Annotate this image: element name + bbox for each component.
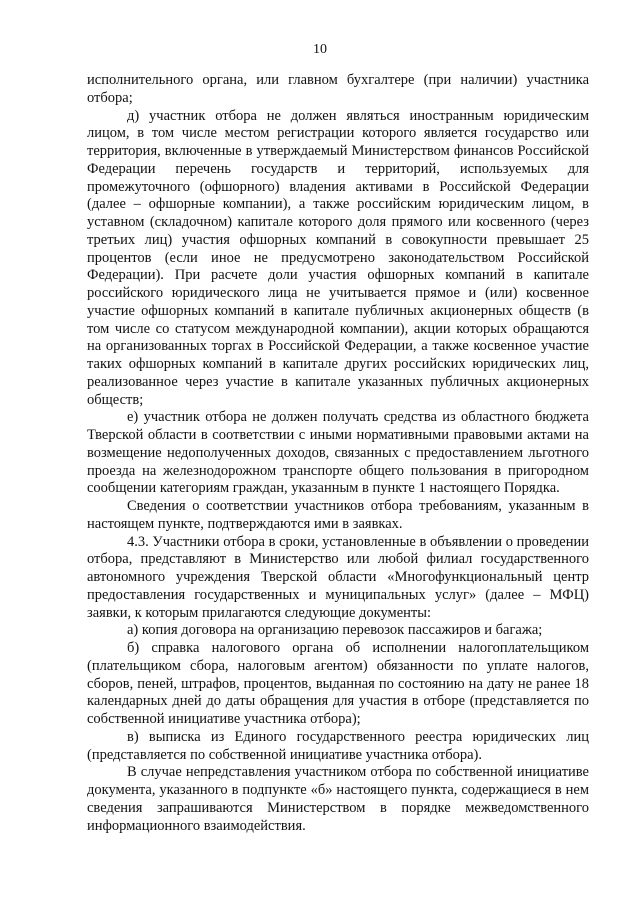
paragraph-item-v: в) выписка из Единого государственного реестра юридических лиц (представляется по собственной инициативе участника отбора).: [87, 728, 589, 763]
paragraph-item-a: а) копия договора на организацию перевозок пассажиров и багажа;: [127, 622, 543, 639]
paragraph-item-e: е) участник отбора не должен получать средства из областного бюджета Тверской области в соответствии с иными нормативными правовыми актами на возмещение недополученных доходов, связанных с предоставлением льготного проезда на железнодорожном транспорте общего пользования в пригородном сообщении категориям граждан, указанным в пункте 1 настоящего Порядка.: [87, 409, 589, 497]
paragraph-4-3: 4.3. Участники отбора в сроки, установленные в объявлении о проведении отбора, представляют в Министерство или любой филиал государственного автономного учреждения Тверской области «Многофункциональный центр предоставления государственных и муниципальных услуг» (далее – МФЦ) заявки, к которым прилагаются следующие документы:: [87, 533, 589, 621]
paragraph-item-b: б) справка налогового органа об исполнении налогоплательщиком (плательщиком сбора, налоговым агентом) обязанности по уплате налогов, сборов, пеней, штрафов, процентов, выданная по состоянию на дату не ранее 18 календарных дней до даты обращения для участия в отборе (представляется по собственной инициативе участника отбора);: [87, 640, 589, 727]
page-number: 10: [313, 42, 327, 57]
paragraph-non-submission: В случае непредставления участником отбора по собственной инициативе документа, указанного в подпункте «б» настоящего пункта, содержащиеся в нем сведения запрашиваются Министерством в порядке межведомственного информационного взаимодействия.: [87, 764, 589, 834]
paragraph-requirements-confirmation: Сведения о соответствии участников отбора требованиям, указанным в настоящем пункте, подтверждаются ими в заявках.: [87, 498, 589, 532]
document-body: [87, 72, 589, 835]
paragraph-continuation: исполнительного органа, или главном бухгалтере (при наличии) участника отбора;: [87, 72, 589, 106]
paragraph-item-d: д) участник отбора не должен являться иностранным юридическим лицом, в том числе местом регистрации которого является государство или территория, включенные в утверждаемый Министерством финансов Российской Федерации перечень государств и территорий, используемых для промежуточного (офшорного) владения активами в Российской Федерации (далее – офшорные компании), а также российским юридическим лицом, в уставном (складочном) капитале которого доля прямого или косвенного (через третьих лиц) участия офшорных компаний в совокупности превышает 25 процентов (если иное не предусмотрено законодательством Российской Федерации). При расчете доли участия офшорных компаний в капитале российского юридического лица не учитывается прямое и (или) косвенное участие офшорных компаний в капитале публичных акционерных обществ (в том числе со статусом международной компании), акции которых обращаются на организованных торгах в Российской Федерации, а также косвенное участие таких офшорных компаний в капитале других российских юридических лиц, реализованное через участие в капитале указанных публичных акционерных обществ;: [87, 107, 589, 408]
